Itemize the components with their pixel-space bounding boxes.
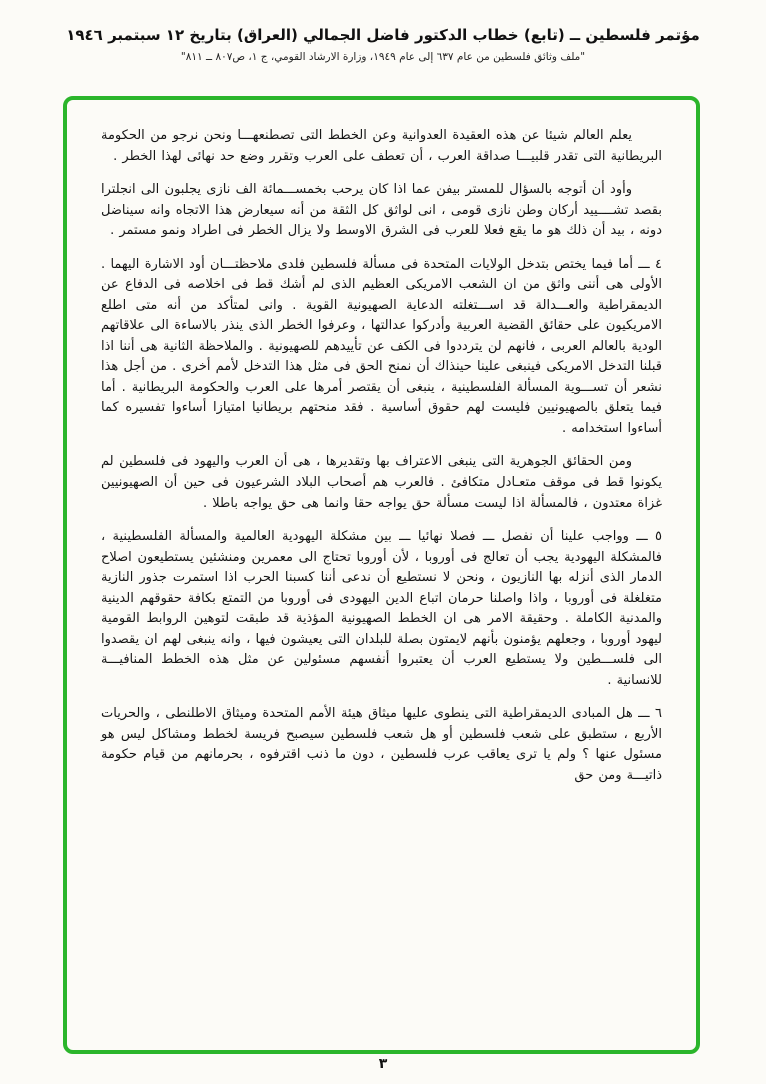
paragraph: وأود أن أتوجه بالسؤال للمستر بيفن عما اذا كان يرحب بخمســـمائة الف نازى يجلبون الى انجلترا بقصد تشــــييد أركان وطن نازى قومى ، انى لواثق كل الثقة من أنه سيعارض هذا الاتجاه وانه سيناضل دونه ، بيد أن ذلك هو ما يقع فعلا للعرب فى الشرق الاوسط ولا يزال الخطر فى اطراد ونمو مستمر . [101,182,662,239]
paragraph: يعلم العالم شيئا عن هذه العقيدة العدوانية وعن الخطط التى تصطنعهـــا ونحن نرجو من الحكومة البريطانية التى تقدر قلبيـــا صداقة العرب ، أن تعطف على العرب وتقرر وضع حد نهائى لهذا الخطر . [101,128,662,164]
document-title: مؤتمر فلسطين ــ (تابع) خطاب الدكتور فاضل الجمالي (العراق) بتاريخ ١٢ سبتمبر ١٩٤٦ [66,26,700,44]
page-number: ٣ [378,1056,388,1072]
document-header [0,0,766,63]
paragraph: ٤ ـــ أما فيما يختص بتدخل الولايات المتحدة فى مسألة فلسطين فلدى ملاحظتـــان أود الاشارة اليهما . الأولى هى أننى واثق من ان الشعب الامريكى العظيم الذى لم أشك قط فى اخلاصه فى الدفاع عن الديمقراطية والعـــدالة قد اســـتغلته الدعاية الصهيونية القوية . وانى لمتأكد من أنه متى اطلع الامريكيون على حقائق القضية العربية وأدركوا عدالتها ، وعرفوا الخطر الذى ينذر بالاساءة الى علاقاتهم الودية بالعالم العربى ، فانهم لن يترددوا فى الكف عن تأييدهم للصهيونية . والملاحظة الثانية هى أننا اذا قبلنا التدخل الامريكى فينبغى علينا حينذاك أن نمنح الحق فى مثل هذا التدخل لأمم أخرى . من أجل هذا نشعر أن تســـوية المسألة الفلسطينية ، ينبغى أن يقتصر أمرها على العرب والحكومة البريطانية . أما فيما يتعلق بالصهيونيين فليست لهم حقوق أساسية . فقد منحتهم بريطانيا امتيازا أساءوا تفسيره كما أساءوا استخدامه . [101,256,662,436]
paragraph-list [101,126,662,786]
highlight-border-box [63,96,700,1054]
paragraph: ٦ ـــ هل المبادى الديمقراطية التى ينطوى عليها ميثاق هيئة الأمم المتحدة وميثاق الاطلنطى ، والحريات الأربع ، ستطبق على شعب فلسطين أو هل شعب فلسطين سيصبح فريسة لخطط ومشاكل ليس هو مسئول عنها ؟ ولم يا ترى يعاقب عرب فلسطين ، دون ما ذنب اقترفوه ، بحرمانهم من قيام حكومة ذاتيـــة ومن حق [101,706,662,783]
paragraph: ومن الحقائق الجوهرية التى ينبغى الاعتراف بها وتقديرها ، هى أن العرب واليهود فى فلسطين لم يكونوا قط فى موقف متعـادل متكافئ . فالعرب هم أصحاب البلاد الشرعيون فى حين أن الصهيونيين غزاة معتدون ، فالمسألة اذا ليست مسألة حق يواجه حقا وانما هى حق يواجه باطلا . [101,454,662,511]
paragraph: ٥ ـــ وواجب علينا أن نفصل ـــ فصلا نهائيا ـــ بين مشكلة اليهودية العالمية والمسألة الفلسطينية ، فالمشكلة اليهودية يجب أن تعالج فى أوروبا ، لأن أوروبا تحتاج الى معمرين ومنشئين يستطيعون اصلاح الدمار الذى أنزله بها النازيون ، ونحن لا نستطيع أن ندعى أننا كسبنا الحرب اذا استمرت جذور النازية متغلغلة فى أوروبا ، واذا واصلنا حرمان اتباع الدين اليهودى فى أوروبا من التمتع بكافة حقوقهم الدينية والمدنية الكاملة . وحقيقة الامر هى ان الخطط الصهيونية المؤذية قد طبقت لتوهين الروابط القومية ليهود أوروبا ، وجعلهم يؤمنون بأنهم لايمتون بصلة للبلدان التى يعيشون فيها ، وانه ينبغى لهم ان يقصدوا الى فلســـطين ولا يستطيع العرب أن يعتبروا أنفسهم مسئولين عن مثل هذه الخطط المنافيـــة للانسانية . [101,529,662,688]
document-source-citation: "ملف وثائق فلسطين من عام ٦٣٧ إلى عام ١٩٤٩، وزارة الارشاد القومي، ج ١، ص٨٠٧ ــ ٨١١" [180,51,586,63]
